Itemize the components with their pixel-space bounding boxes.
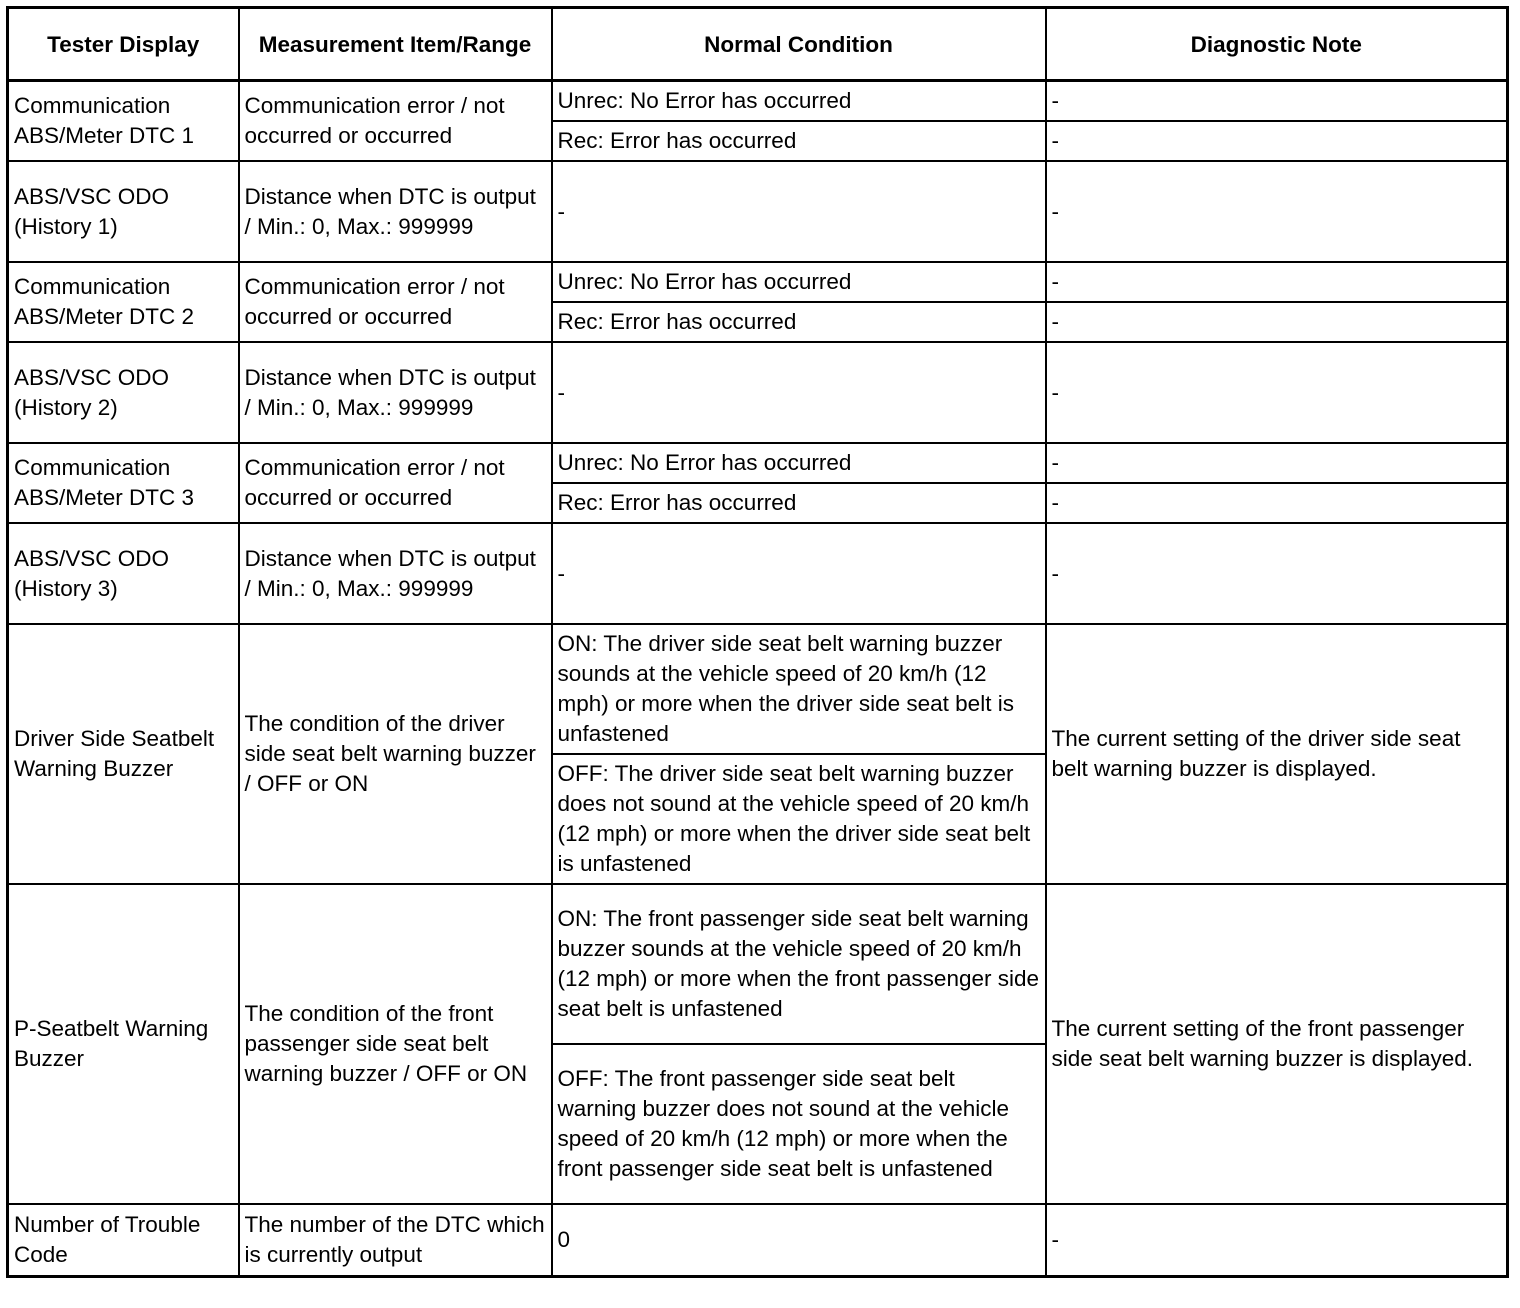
data-list-table bbox=[6, 6, 1509, 1278]
normal-condition-cell: - bbox=[552, 523, 1046, 624]
header-tester-display: Tester Display bbox=[8, 8, 239, 81]
measurement-range-cell: Communication error / not occurred or occurred bbox=[239, 262, 552, 342]
diagnostic-note-cell: - bbox=[1046, 523, 1508, 624]
measurement-range-cell: Distance when DTC is output / Min.: 0, Max.: 999999 bbox=[239, 161, 552, 262]
tester-display-cell: P-Seatbelt Warning Buzzer bbox=[8, 884, 239, 1204]
measurement-range-cell: The condition of the driver side seat belt warning buzzer / OFF or ON bbox=[239, 624, 552, 884]
diagnostic-note-cell: - bbox=[1046, 1204, 1508, 1277]
diagnostic-note-cell: - bbox=[1046, 443, 1508, 483]
header-diagnostic-note: Diagnostic Note bbox=[1046, 8, 1508, 81]
table-row bbox=[8, 523, 1508, 624]
diagnostic-note-cell: - bbox=[1046, 302, 1508, 342]
table-header bbox=[8, 8, 1508, 81]
normal-condition-cell: Rec: Error has occurred bbox=[552, 483, 1046, 523]
normal-condition-cell: - bbox=[552, 342, 1046, 443]
tester-display-cell: ABS/VSC ODO (History 2) bbox=[8, 342, 239, 443]
table-row bbox=[8, 81, 1508, 122]
table-row bbox=[8, 262, 1508, 302]
table-row bbox=[8, 624, 1508, 754]
header-normal-condition: Normal Condition bbox=[552, 8, 1046, 81]
normal-condition-cell: Rec: Error has occurred bbox=[552, 121, 1046, 161]
diagnostic-note-cell: The current setting of the front passenger side seat belt warning buzzer is displayed. bbox=[1046, 884, 1508, 1204]
measurement-range-cell: The number of the DTC which is currently output bbox=[239, 1204, 552, 1277]
diagnostic-note-cell: The current setting of the driver side seat belt warning buzzer is displayed. bbox=[1046, 624, 1508, 884]
tester-display-cell: Number of Trouble Code bbox=[8, 1204, 239, 1277]
diagnostic-note-cell: - bbox=[1046, 483, 1508, 523]
tester-display-cell: Communication ABS/Meter DTC 2 bbox=[8, 262, 239, 342]
tester-display-cell: Communication ABS/Meter DTC 1 bbox=[8, 81, 239, 162]
normal-condition-cell: OFF: The driver side seat belt warning buzzer does not sound at the vehicle speed of 20 km/h (12 mph) or more when the driver side seat belt is unfastened bbox=[552, 754, 1046, 884]
normal-condition-cell: Unrec: No Error has occurred bbox=[552, 443, 1046, 483]
normal-condition-cell: Rec: Error has occurred bbox=[552, 302, 1046, 342]
table-row bbox=[8, 342, 1508, 443]
normal-condition-cell: Unrec: No Error has occurred bbox=[552, 81, 1046, 122]
tester-display-cell: ABS/VSC ODO (History 1) bbox=[8, 161, 239, 262]
header-measurement-item-range: Measurement Item/Range bbox=[239, 8, 552, 81]
measurement-range-cell: Distance when DTC is output / Min.: 0, Max.: 999999 bbox=[239, 523, 552, 624]
table-row bbox=[8, 161, 1508, 262]
tester-display-cell: ABS/VSC ODO (History 3) bbox=[8, 523, 239, 624]
measurement-range-cell: Distance when DTC is output / Min.: 0, Max.: 999999 bbox=[239, 342, 552, 443]
normal-condition-cell: ON: The driver side seat belt warning buzzer sounds at the vehicle speed of 20 km/h (12 mph) or more when the driver side seat belt is unfastened bbox=[552, 624, 1046, 754]
measurement-range-cell: The condition of the front passenger side seat belt warning buzzer / OFF or ON bbox=[239, 884, 552, 1204]
normal-condition-cell: ON: The front passenger side seat belt warning buzzer sounds at the vehicle speed of 20 km/h (12 mph) or more when the front passenger side seat belt is unfastened bbox=[552, 884, 1046, 1044]
diagnostic-note-cell: - bbox=[1046, 121, 1508, 161]
measurement-range-cell: Communication error / not occurred or occurred bbox=[239, 81, 552, 162]
normal-condition-cell: OFF: The front passenger side seat belt warning buzzer does not sound at the vehicle speed of 20 km/h (12 mph) or more when the front passenger side seat belt is unfastened bbox=[552, 1044, 1046, 1204]
normal-condition-cell: - bbox=[552, 161, 1046, 262]
normal-condition-cell: 0 bbox=[552, 1204, 1046, 1277]
tester-display-cell: Driver Side Seatbelt Warning Buzzer bbox=[8, 624, 239, 884]
diagnostic-note-cell: - bbox=[1046, 81, 1508, 122]
table-row bbox=[8, 884, 1508, 1044]
measurement-range-cell: Communication error / not occurred or occurred bbox=[239, 443, 552, 523]
table-row bbox=[8, 1204, 1508, 1277]
diagnostic-note-cell: - bbox=[1046, 342, 1508, 443]
diagnostic-note-cell: - bbox=[1046, 161, 1508, 262]
table-row bbox=[8, 443, 1508, 483]
normal-condition-cell: Unrec: No Error has occurred bbox=[552, 262, 1046, 302]
tester-display-cell: Communication ABS/Meter DTC 3 bbox=[8, 443, 239, 523]
diagnostic-note-cell: - bbox=[1046, 262, 1508, 302]
